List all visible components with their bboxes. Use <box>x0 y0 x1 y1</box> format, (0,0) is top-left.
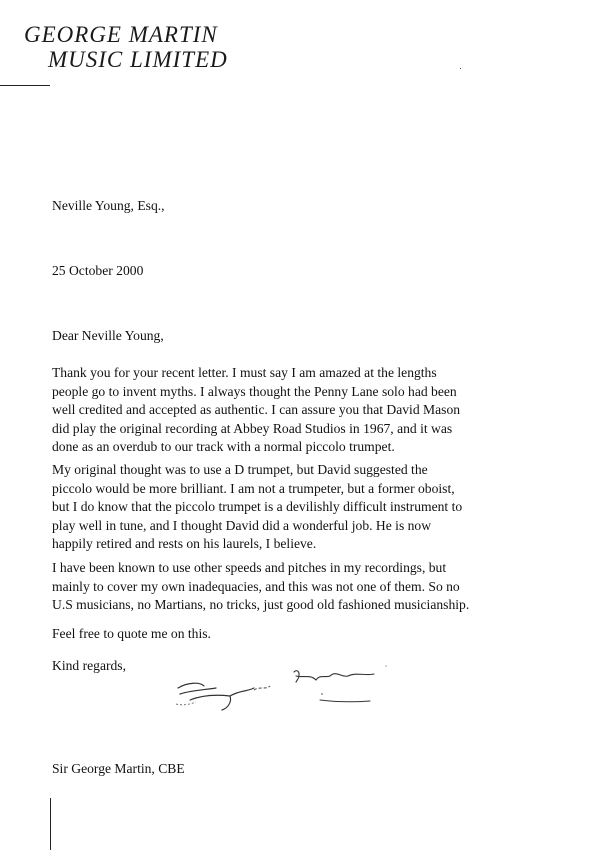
letterhead-line-1: GEORGE MARTIN <box>24 22 218 47</box>
signature-text: George Martin <box>170 660 176 661</box>
paragraph-line: happily retired and rests on his laurels, I believe. <box>52 536 317 551</box>
paragraph-3 <box>52 559 552 615</box>
paragraph-line: but I do know that the piccolo trumpet is a devilishly difficult instrument to <box>52 499 463 514</box>
closing: Kind regards, <box>52 658 126 673</box>
paragraph-line: did play the original recording at Abbey Road Studios in 1967, and it was <box>52 420 453 436</box>
paragraph-line: people go to invent myths. I always thought the Penny Lane solo had been <box>52 383 457 399</box>
signatory: Sir George Martin, CBE <box>52 761 185 776</box>
paragraph-line: Thank you for your recent letter. I must say I am amazed at the lengths <box>52 365 437 380</box>
paragraph-1 <box>52 364 552 457</box>
recipient: Neville Young, Esq., <box>52 198 165 213</box>
paragraph-line: U.S musicians, no Martians, no tricks, just good old fashioned musicianship. <box>52 597 470 612</box>
paragraph-line: mainly to cover my own inadequacies, and this was not one of them. So no <box>52 578 460 594</box>
letterhead-rule <box>0 85 50 86</box>
paragraph-line: play well in tune, and I thought David did a wonderful job. He is now <box>52 517 432 533</box>
paragraph-line: well credited and accepted as authentic. I can assure you that David Mason <box>52 402 461 417</box>
letterhead-line-2: MUSIC LIMITED <box>48 47 228 72</box>
handwritten-signature <box>170 660 390 720</box>
margin-rule <box>50 798 51 850</box>
paragraph-line: done as an overdub to our track with a normal piccolo trumpet. <box>52 439 395 454</box>
salutation: Dear Neville Young, <box>52 328 164 343</box>
quote-permission: Feel free to quote me on this. <box>52 626 211 641</box>
scan-speck <box>460 68 461 69</box>
paragraph-line: My original thought was to use a D trumpet, but David suggested the <box>52 462 428 477</box>
paragraph-line: piccolo would be more brilliant. I am not a trumpeter, but a former oboist, <box>52 480 455 496</box>
letter-date: 25 October 2000 <box>52 263 144 278</box>
paragraph-2 <box>52 461 552 554</box>
paragraph-line: I have been known to use other speeds and pitches in my recordings, but <box>52 560 447 575</box>
